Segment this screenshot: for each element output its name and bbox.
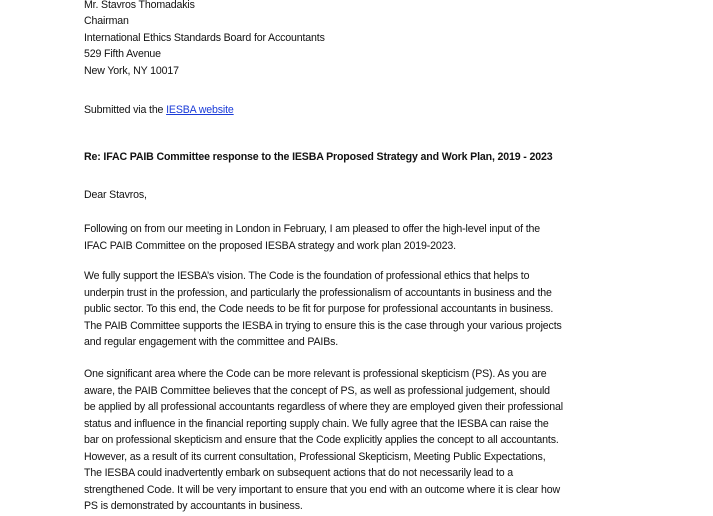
submission-line — [84, 104, 234, 116]
paragraph-line: bar on professional skepticism and ensure that the Code explicitly applies the concept to all accountants. — [84, 434, 559, 446]
recipient-name: Mr. Stavros Thomadakis — [84, 0, 195, 11]
paragraph-line: We fully support the IESBA’s vision. The Code is the foundation of professional ethics that helps to — [84, 270, 530, 282]
iesba-website-link[interactable]: IESBA website — [166, 104, 234, 116]
paragraph-line: aware, the PAIB Committee believes that the concept of PS, as well as professional judgement, should — [84, 385, 550, 397]
paragraph-line: status and influence in the financial reporting supply chain. We fully agree that the IESBA can raise the — [84, 418, 549, 430]
paragraph-line: PS is demonstrated by accountants in business. — [84, 500, 303, 512]
paragraph-line: However, as a result of its current consultation, Professional Skepticism, Meeting Public Expectations, — [84, 451, 546, 463]
recipient-street: 529 Fifth Avenue — [84, 48, 161, 60]
recipient-title: Chairman — [84, 15, 129, 27]
recipient-city: New York, NY 10017 — [84, 65, 179, 77]
recipient-organization: International Ethics Standards Board for Accountants — [84, 32, 325, 44]
submission-prefix: Submitted via the — [84, 104, 167, 116]
paragraph-line: The IESBA could inadvertently embark on subsequent actions that do not necessarily lead to a — [84, 467, 514, 479]
paragraph-line: be applied by all professional accountants regardless of where they are employed given their professional — [84, 401, 563, 413]
paragraph-line: strengthened Code. It will be very important to ensure that you end with an outcome where it is clear how — [84, 484, 560, 496]
paragraph-line: underpin trust in the profession, and particularly the professionalism of accountants in business and the — [84, 287, 552, 299]
paragraph-line: public sector. To this end, the Code needs to be fit for purpose for professional accountants in business. — [84, 303, 554, 315]
paragraph-line: IFAC PAIB Committee on the proposed IESBA strategy and work plan 2019-2023. — [84, 240, 456, 252]
paragraph-line: Following on from our meeting in London in February, I am pleased to offer the high-level input of the — [84, 223, 541, 235]
salutation: Dear Stavros, — [84, 189, 147, 201]
subject-line: Re: IFAC PAIB Committee response to the IESBA Proposed Strategy and Work Plan, 2019 - 2023 — [84, 151, 553, 163]
paragraph-line: One significant area where the Code can be more relevant is professional skepticism (PS). As you are — [84, 368, 547, 380]
paragraph-line: and regular engagement with the committee and PAIBs. — [84, 336, 339, 348]
paragraph-line: The PAIB Committee supports the IESBA in trying to ensure this is the case through your various projects — [84, 320, 562, 332]
